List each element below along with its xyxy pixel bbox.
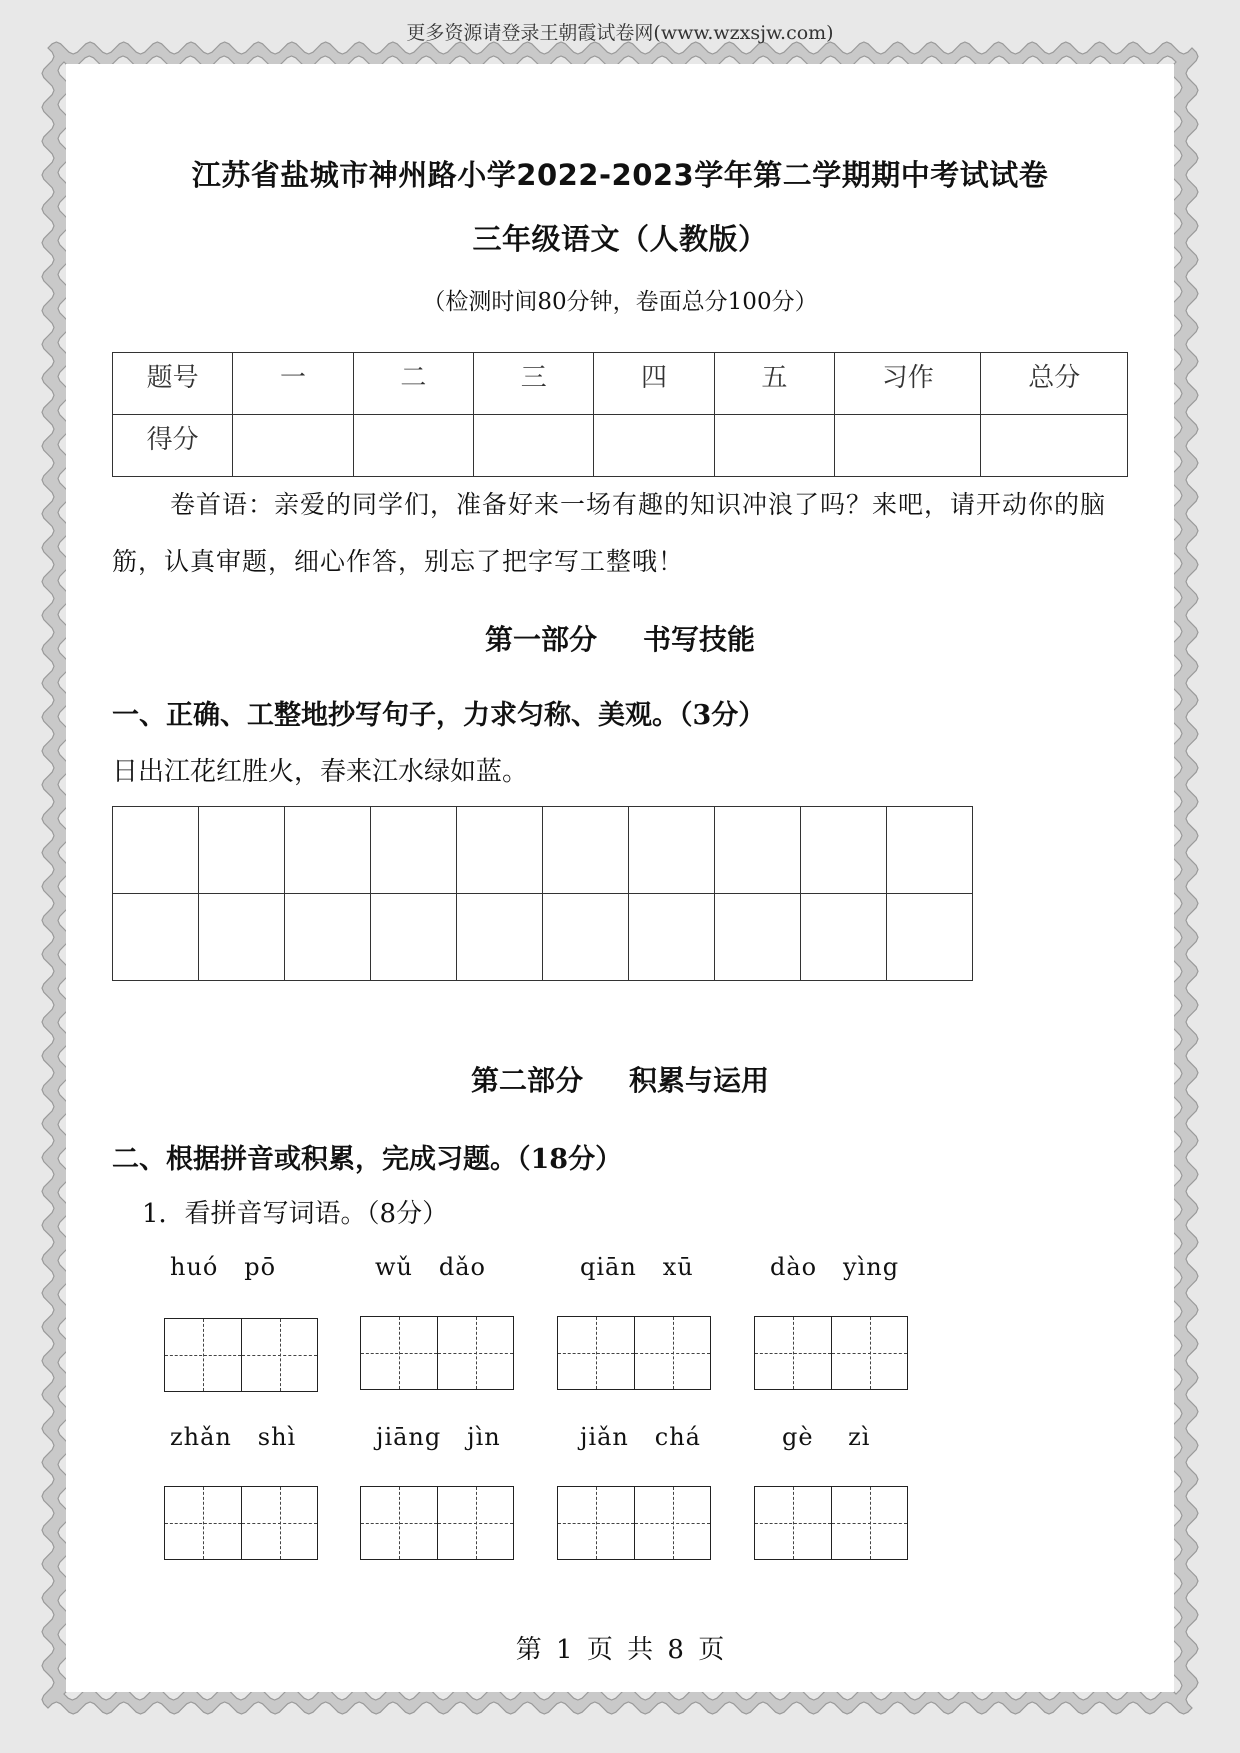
pinyin-label: dào yìng [770,1253,900,1281]
pinyin-label: wǔ dǎo [375,1253,487,1281]
header-note: 更多资源请登录王朝霞试卷网(www.wzxsjw.com) [406,22,834,44]
tianzi-grid[interactable] [164,1486,318,1560]
q1-sentence: 日出江花红胜火，春来江水绿如蓝。 [112,757,529,787]
pinyin-label: gè zì [782,1423,871,1451]
writing-cell[interactable] [543,894,629,981]
score-cell[interactable] [474,415,594,477]
part2-label: 第二部分 [470,1064,583,1097]
writing-cell[interactable] [457,894,543,981]
exam-info: （检测时间80分钟，卷面总分100分） [422,289,818,315]
writing-cell[interactable] [371,894,457,981]
exam-subtitle: 三年级语文（人教版） [472,222,768,256]
tianzi-grid[interactable] [360,1486,514,1560]
score-cell[interactable] [714,415,834,477]
pinyin-label: qiān xū [580,1253,694,1281]
score-header-cell: 习作 [835,353,981,415]
writing-cell[interactable] [285,807,371,894]
score-table-header-row [113,353,1128,415]
score-row-label: 得分 [113,415,233,477]
q2-points: （18分） [517,1144,623,1175]
part1-heading [0,618,1240,658]
score-header-cell: 三 [474,353,594,415]
intro-paragraph: 卷首语：亲爱的同学们，准备好来一场有趣的知识冲浪了吗？来吧，请开动你的脑筋，认真审题，细心作答，别忘了把字写工整哦！ [112,490,1107,576]
q1-writing-grid [112,806,973,981]
writing-cell[interactable] [199,894,285,981]
writing-cell[interactable] [629,894,715,981]
exam-title: 江苏省盐城市神州路小学2022-2023学年第二学期期中考试试卷 [191,158,1049,192]
score-header-cell: 总分 [981,353,1128,415]
writing-cell[interactable] [285,894,371,981]
tianzi-grid[interactable] [754,1486,908,1560]
writing-cell[interactable] [801,807,887,894]
writing-cell[interactable] [629,807,715,894]
score-cell[interactable] [594,415,714,477]
q1-points: （3分） [679,700,766,731]
score-table [112,352,1128,477]
score-cell[interactable] [233,415,353,477]
writing-cell[interactable] [715,894,801,981]
pinyin-label: huó pō [170,1253,277,1281]
score-cell[interactable] [353,415,473,477]
writing-cell[interactable] [801,894,887,981]
tianzi-grid[interactable] [360,1316,514,1390]
part1-label: 第一部分 [484,623,597,656]
page-footer: 第 1 页 共 8 页 [515,1635,725,1665]
q2-sub1: 1．看拼音写词语。（8分） [142,1199,449,1229]
part2-name: 积累与运用 [629,1064,770,1097]
writing-cell[interactable] [543,807,629,894]
score-cell[interactable] [981,415,1128,477]
tianzi-grid[interactable] [557,1316,711,1390]
writing-cell[interactable] [113,894,199,981]
tianzi-grid[interactable] [754,1316,908,1390]
part1-name: 书写技能 [643,623,756,656]
pinyin-label: jiāng jìn [376,1423,501,1451]
writing-cell[interactable] [457,807,543,894]
score-header-cell: 二 [353,353,473,415]
writing-cell[interactable] [887,807,973,894]
score-cell[interactable] [835,415,981,477]
tianzi-grid[interactable] [164,1318,318,1392]
pinyin-label: jiǎn chá [580,1423,701,1451]
writing-cell[interactable] [887,894,973,981]
q2-heading [112,1137,622,1176]
writing-cell[interactable] [113,807,199,894]
part2-heading [0,1059,1240,1099]
score-header-cell: 题号 [113,353,233,415]
score-header-cell: 一 [233,353,353,415]
pinyin-label: zhǎn shì [170,1423,297,1451]
q1-title: 一、正确、工整地抄写句子，力求匀称、美观。 [112,700,679,731]
tianzi-grid[interactable] [557,1486,711,1560]
writing-cell[interactable] [371,807,457,894]
q2-title: 二、根据拼音或积累，完成习题。 [112,1144,517,1175]
q1-heading [112,693,765,732]
writing-cell[interactable] [199,807,285,894]
score-header-cell: 五 [714,353,834,415]
score-table-score-row [113,415,1128,477]
writing-cell[interactable] [715,807,801,894]
score-header-cell: 四 [594,353,714,415]
